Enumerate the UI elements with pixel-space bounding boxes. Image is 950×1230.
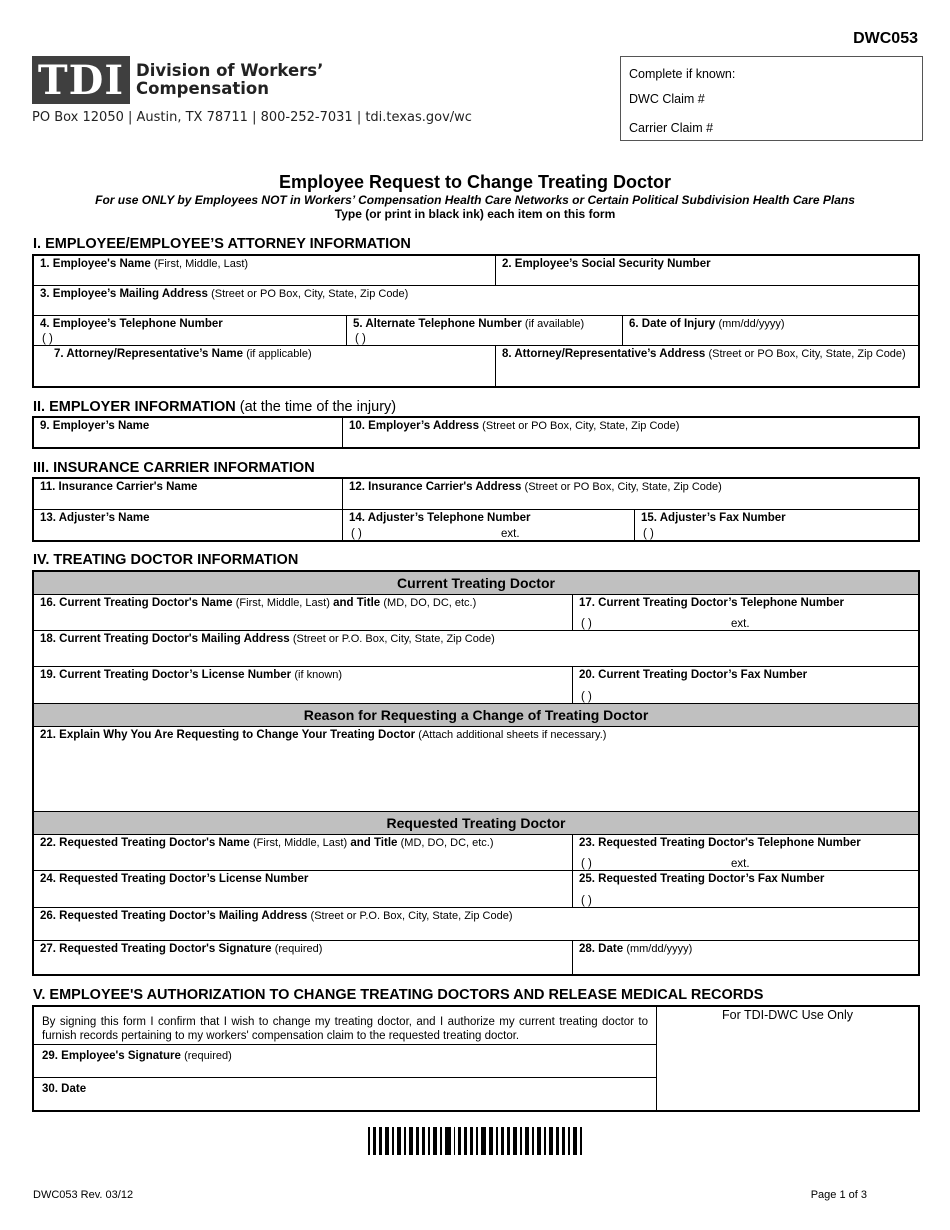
section-5-grid [32,1005,920,1112]
alternate-phone-field[interactable]: 5. Alternate Telephone Number (if available) ( ) [347,316,623,345]
requested-doctor-address-field[interactable]: 26. Requested Treating Doctor’s Mailing Address (Street or P.O. Box, City, State, Zip Code) [40,910,513,922]
carrier-address-field[interactable]: 12. Insurance Carrier's Address (Street or PO Box, City, State, Zip Code) [349,481,722,493]
current-doctor-band: Current Treating Doctor [34,572,918,595]
adjuster-fax-field[interactable]: 15. Adjuster’s Fax Number ( ) [641,512,786,540]
section-2-grid [32,416,920,449]
requested-doctor-license-field[interactable]: 24. Requested Treating Doctor’s License Number [34,871,573,907]
claim-box-heading: Complete if known: [629,67,736,81]
section-3-grid [32,477,920,542]
employee-name-field[interactable]: 1. Employee's Name (First, Middle, Last) [34,256,496,285]
reason-band: Reason for Requesting a Change of Treating Doctor [34,704,918,727]
requested-doctor-name-field[interactable]: 22. Requested Treating Doctor's Name (First, Middle, Last) and Title (MD, DO, DC, etc.) [34,835,573,870]
employee-ssn-field[interactable]: 2. Employee’s Social Security Number [502,258,711,270]
carrier-claim-field[interactable]: Carrier Claim # [629,121,714,135]
carrier-name-field[interactable]: 11. Insurance Carrier's Name [34,479,343,509]
section-2-heading: II. EMPLOYER INFORMATION (at the time of the injury) [33,399,397,415]
current-doctor-phone-field[interactable]: 17. Current Treating Doctor’s Telephone Number ( ) ext. [579,597,844,630]
requested-doctor-fax-field[interactable]: 25. Requested Treating Doctor’s Fax Number ( ) [579,873,825,907]
logo-mark: TDI [32,56,130,104]
employee-phone-field[interactable]: 4. Employee’s Telephone Number ( ) [34,316,347,345]
authorization-block [34,1007,657,1110]
employer-address-field[interactable]: 10. Employer’s Address (Street or PO Box, City, State, Zip Code) [349,420,680,432]
section-3-heading: III. INSURANCE CARRIER INFORMATION [33,460,315,476]
section-1-heading: I. EMPLOYEE/EMPLOYEE’S ATTORNEY INFORMATION [33,236,411,252]
section-5-heading: V. EMPLOYEE'S AUTHORIZATION TO CHANGE TREATING DOCTORS AND RELEASE MEDICAL RECORDS [33,987,764,1003]
attorney-address-field[interactable]: 8. Attorney/Representative’s Address (Street or PO Box, City, State, Zip Code) [502,348,906,360]
barcode [368,1127,583,1155]
logo-line-1: Division of Workers’ [136,61,324,80]
page-number: Page 1 of 3 [810,1189,867,1201]
tdi-logo [32,56,323,104]
current-doctor-license-field[interactable]: 19. Current Treating Doctor’s License Number (if known) [34,667,573,703]
dwc-claim-field[interactable]: DWC Claim # [629,92,705,106]
section-1-grid [32,254,920,388]
form-title: Employee Request to Change Treating Doctor [278,172,672,192]
form-instruction: Type (or print in black ink) each item on this form [334,207,616,221]
barcode-bar [580,1127,582,1155]
employee-address-field[interactable]: 3. Employee’s Mailing Address (Street or PO Box, City, State, Zip Code) [40,288,409,300]
current-doctor-fax-field[interactable]: 20. Current Treating Doctor’s Fax Number ( ) [579,669,808,703]
attorney-name-field[interactable]: 7. Attorney/Representative’s Name (if applicable) [34,346,496,386]
form-code: DWC053 [853,30,918,47]
current-doctor-name-field[interactable]: 16. Current Treating Doctor's Name (First, Middle, Last) and Title (MD, DO, DC, etc.) [34,595,573,630]
employee-signature-field[interactable]: 29. Employee's Signature (required) [34,1045,656,1078]
adjuster-name-field[interactable]: 13. Adjuster’s Name [34,510,343,540]
section-4-heading: IV. TREATING DOCTOR INFORMATION [33,552,299,568]
logo-line-2: Compensation [136,79,269,98]
requested-doctor-signature-field[interactable]: 27. Requested Treating Doctor's Signature (required) [34,941,573,974]
requested-doctor-phone-field[interactable]: 23. Requested Treating Doctor's Telephone Number ( ) ext. [579,837,861,870]
section-4-grid [32,570,920,976]
agency-address: PO Box 12050 | Austin, TX 78711 | 800-252-7031 | tdi.texas.gov/wc [32,110,472,125]
requested-doctor-band: Requested Treating Doctor [34,812,918,835]
claim-number-box [620,56,923,141]
adjuster-phone-field[interactable]: 14. Adjuster’s Telephone Number ( ) ext. [343,510,635,540]
reason-field[interactable]: 21. Explain Why You Are Requesting to Change Your Treating Doctor (Attach additional sheets if necessary.) [40,729,607,741]
employer-name-field[interactable]: 9. Employer’s Name [34,418,343,447]
form-subtitle: For use ONLY by Employees NOT in Workers’ Compensation Health Care Networks or Certain Political Subdivision Health Care Plans [95,193,855,207]
doctor-signature-date-field[interactable]: 28. Date (mm/dd/yyyy) [579,943,693,955]
employee-signature-date-field[interactable]: 30. Date [42,1082,87,1095]
form-revision: DWC053 Rev. 03/12 [33,1189,134,1201]
authorization-statement: By signing this form I confirm that I wish to change my treating doctor, and I authorize my current treating doctor to furnish records pertaining to my workers' compensation claim to the requested treating doctor. [34,1007,656,1045]
current-doctor-address-field[interactable]: 18. Current Treating Doctor's Mailing Address (Street or P.O. Box, City, State, Zip Code) [40,633,495,645]
office-use-box: For TDI-DWC Use Only [721,1008,854,1022]
date-of-injury-field[interactable]: 6. Date of Injury (mm/dd/yyyy) [629,318,785,330]
logo-text [136,62,323,98]
